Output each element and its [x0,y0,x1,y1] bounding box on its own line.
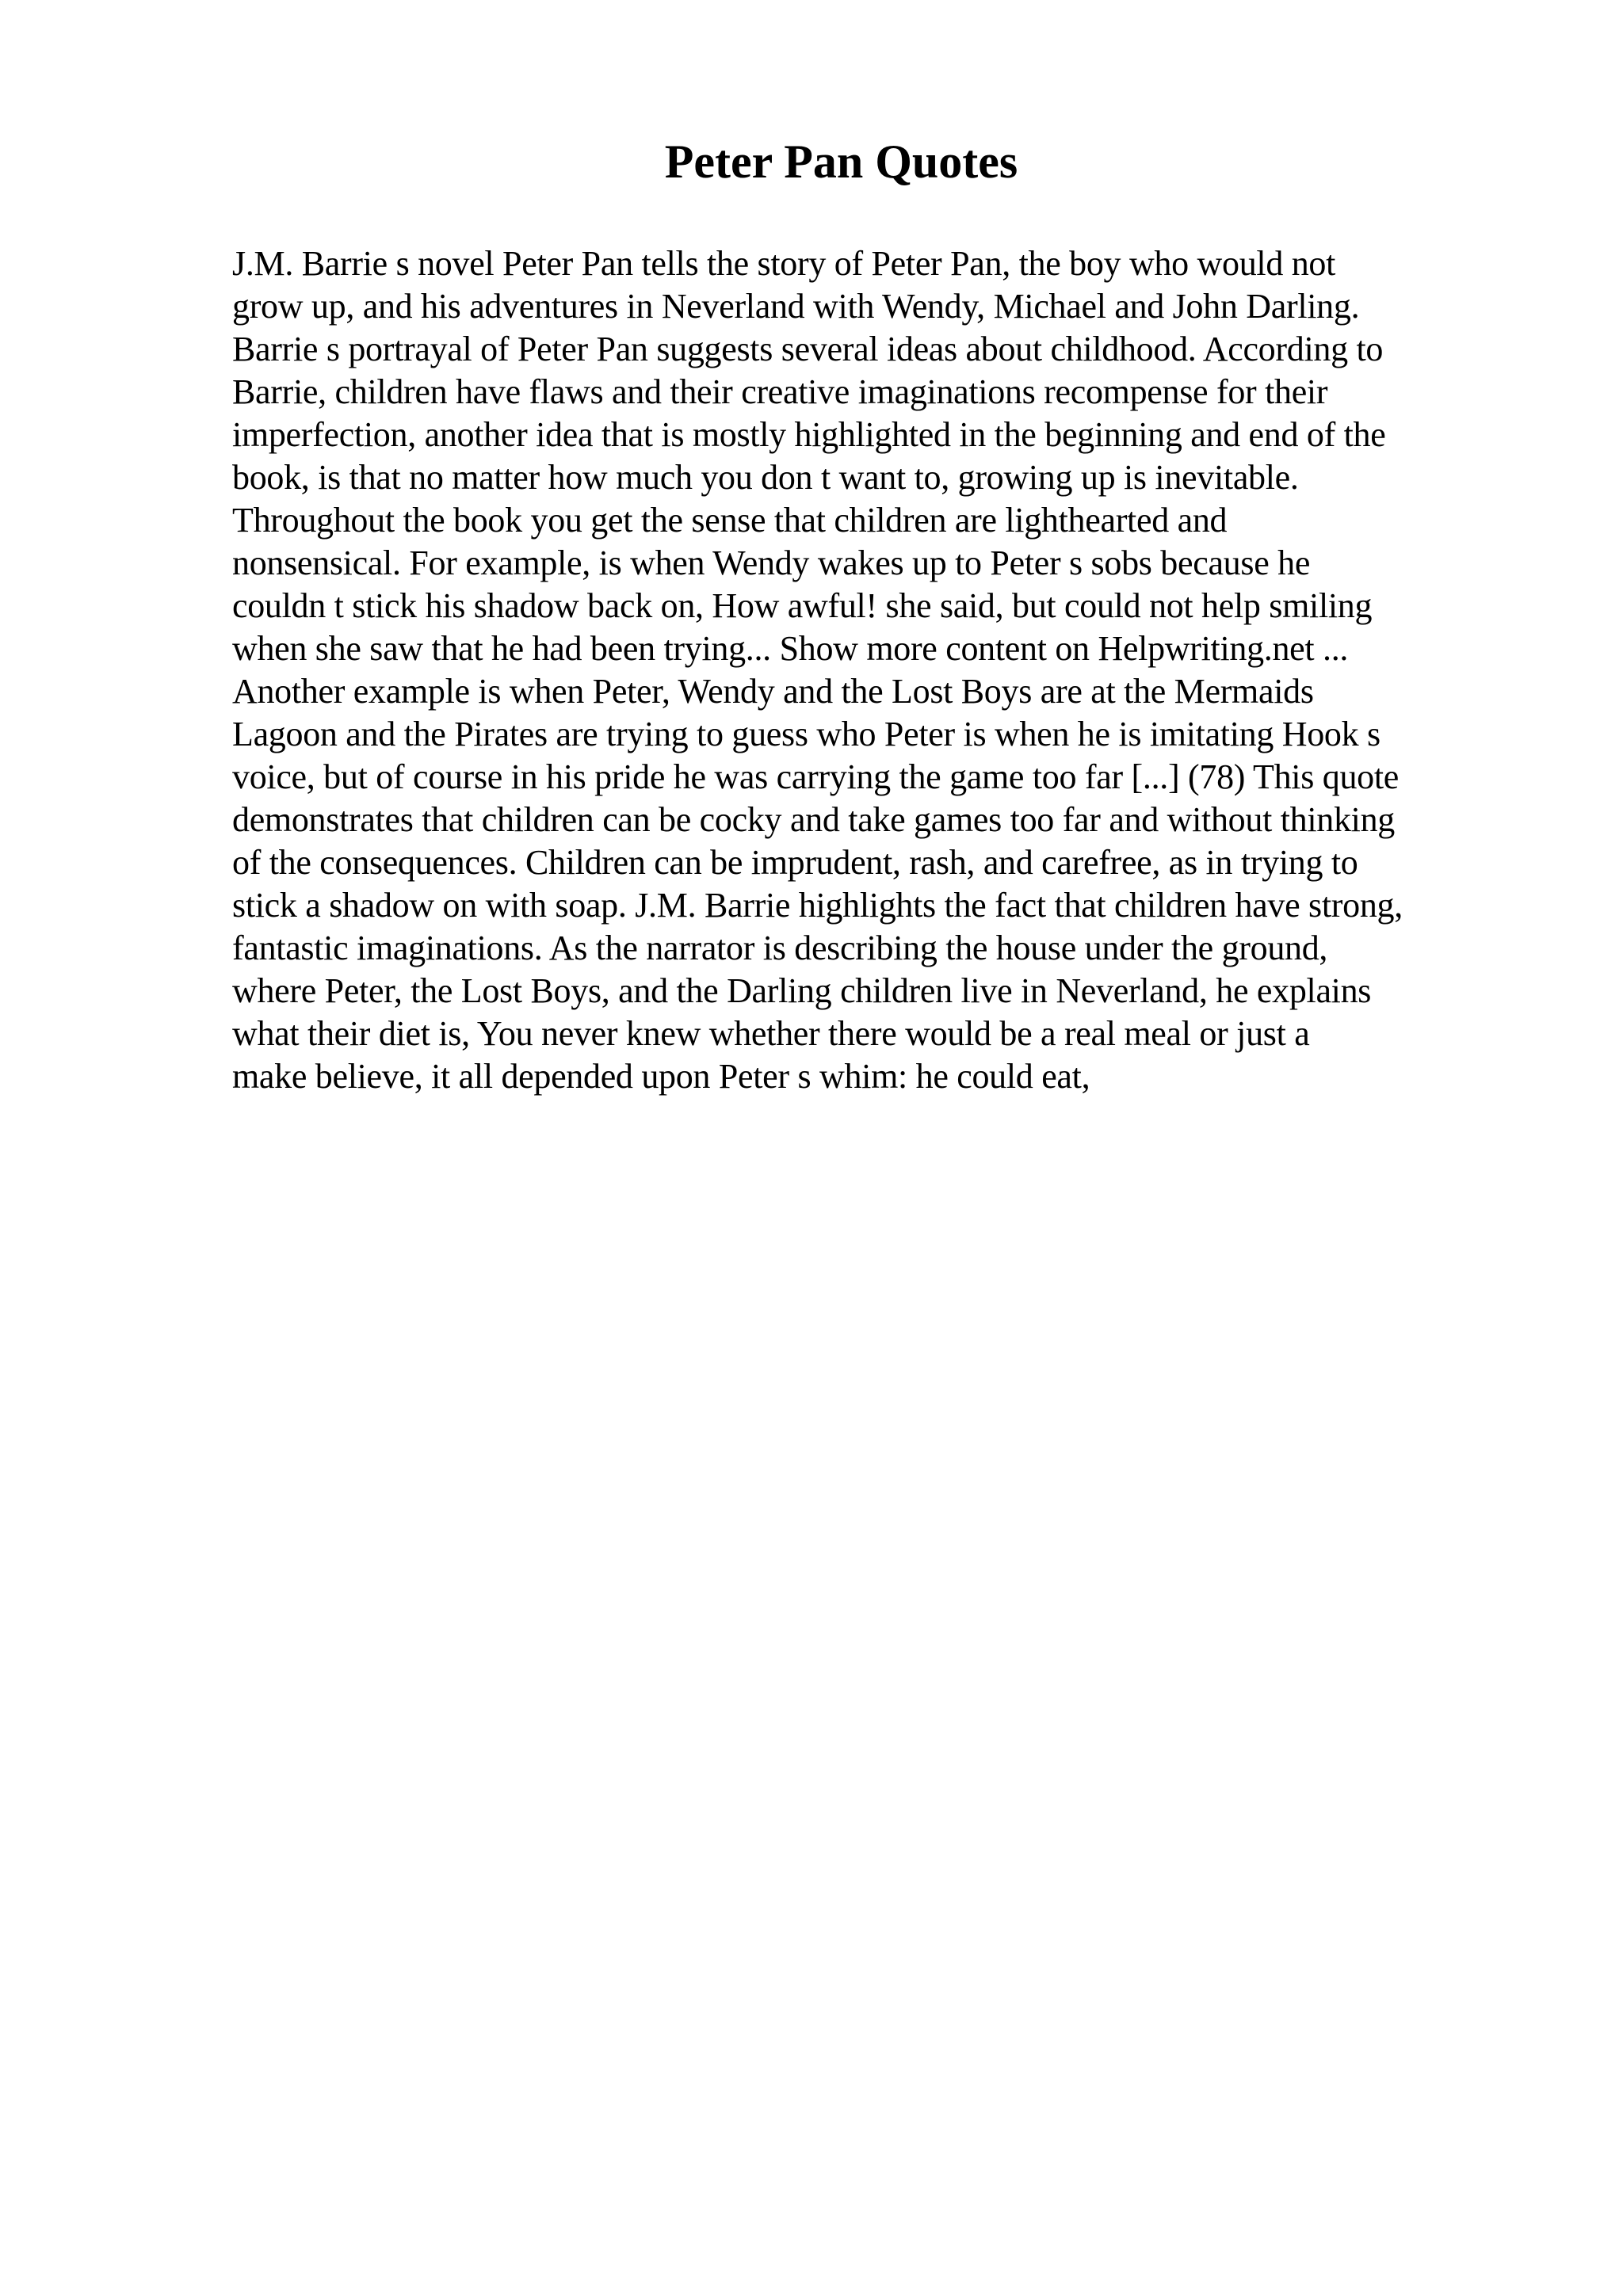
text-line: voice, but of course in his pride he was carrying the game too far [...] (78) This quote [232,757,1400,796]
text-line: Throughout the book you get the sense that children are lighthearted and [232,501,1228,540]
text-line: Another example is when Peter, Wendy and the Lost Boys are at the Mermaids [232,672,1314,711]
text-line: stick a shadow on with soap. J.M. Barrie highlights the fact that children have strong, [232,886,1403,925]
text-line: Barrie, children have flaws and their creative imaginations recompense for their [232,372,1328,411]
text-line: Lagoon and the Pirates are trying to guess who Peter is when he is imitating Hook s [232,715,1381,753]
page-title: Peter Pan Quotes [664,135,1018,188]
text-line: of the consequences. Children can be imprudent, rash, and carefree, as in trying to [232,843,1358,882]
text-line: what their diet is, You never knew whether there would be a real meal or just a [232,1014,1310,1053]
essay-paragraph [232,242,1496,1098]
text-line: when she saw that he had been trying... Show more content on Helpwriting.net ... [232,629,1349,668]
text-line: demonstrates that children can be cocky and take games too far and without thinking [232,800,1395,839]
text-line: Barrie s portrayal of Peter Pan suggests several ideas about childhood. According to [232,330,1384,368]
text-line: book, is that no matter how much you don t want to, growing up is inevitable. [232,458,1299,497]
text-line: J.M. Barrie s novel Peter Pan tells the story of Peter Pan, the boy who would not [232,244,1336,283]
text-line: where Peter, the Lost Boys, and the Darling children live in Neverland, he explains [232,971,1372,1010]
text-line: grow up, and his adventures in Neverland with Wendy, Michael and John Darling. [232,287,1360,326]
text-line: imperfection, another idea that is mostly highlighted in the beginning and end of the [232,415,1386,454]
text-line: couldn t stick his shadow back on, How awful! she said, but could not help smiling [232,586,1373,625]
text-line: fantastic imaginations. As the narrator is describing the house under the ground, [232,929,1328,967]
text-line: make believe, it all depended upon Peter s whim: he could eat, [232,1057,1090,1096]
text-line: nonsensical. For example, is when Wendy wakes up to Peter s sobs because he [232,543,1311,582]
